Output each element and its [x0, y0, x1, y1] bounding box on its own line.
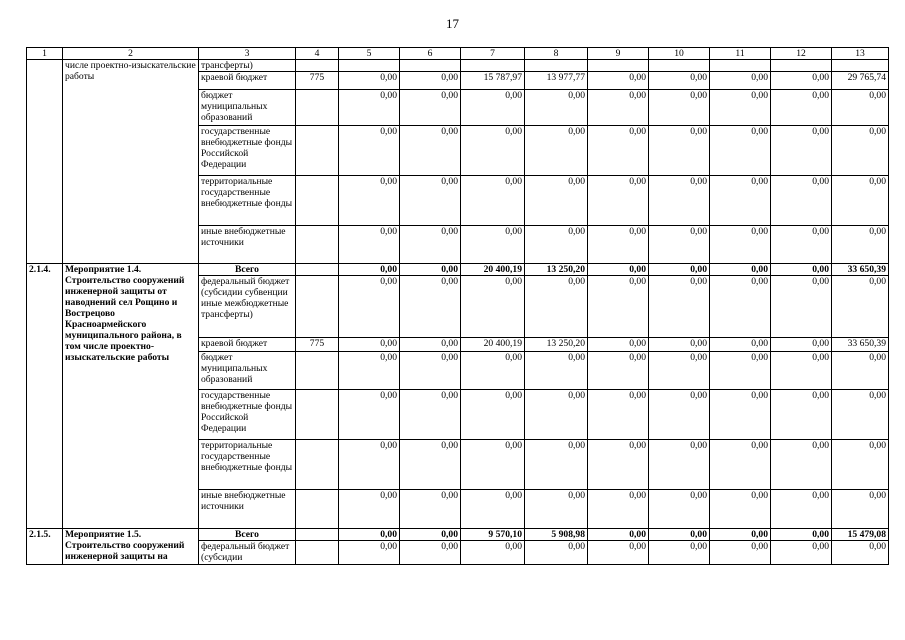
- column-header: 7: [461, 48, 525, 60]
- amount-cell: 0,00: [710, 541, 771, 565]
- amount-cell: 20 400,19: [461, 264, 525, 276]
- amount-cell: 0,00: [771, 176, 832, 226]
- amount-cell: 0,00: [461, 390, 525, 440]
- amount-cell: 5 908,98: [525, 529, 588, 541]
- amount-cell: 0,00: [771, 352, 832, 390]
- amount-cell: 0,00: [400, 90, 461, 126]
- amount-cell: 13 977,77: [525, 72, 588, 90]
- amount-cell: 0,00: [339, 529, 400, 541]
- amount-cell: 0,00: [339, 72, 400, 90]
- amount-cell: 0,00: [588, 226, 649, 264]
- amount-cell: 0,00: [832, 176, 889, 226]
- column-header: 10: [649, 48, 710, 60]
- amount-cell: 0,00: [525, 352, 588, 390]
- amount-cell: 0,00: [649, 529, 710, 541]
- amount-cell: 29 765,74: [832, 72, 889, 90]
- funding-source: государственные внебюджетные фонды Российской Федерации: [199, 390, 296, 440]
- amount-cell: 0,00: [832, 226, 889, 264]
- budget-code: [296, 529, 339, 541]
- table-header: [27, 48, 889, 60]
- item-index: [27, 60, 63, 264]
- amount-cell: 0,00: [400, 264, 461, 276]
- amount-cell: 0,00: [832, 490, 889, 529]
- funding-source: краевой бюджет: [199, 338, 296, 352]
- funding-source: бюджет муниципальных образований: [199, 352, 296, 390]
- amount-cell: 0,00: [588, 338, 649, 352]
- budget-code: [296, 176, 339, 226]
- budget-code: [296, 276, 339, 338]
- budget-table: [26, 47, 889, 565]
- amount-cell: 0,00: [339, 390, 400, 440]
- amount-cell: [832, 60, 889, 72]
- amount-cell: 0,00: [588, 529, 649, 541]
- amount-cell: 0,00: [400, 72, 461, 90]
- funding-source: иные внебюджетные источники: [199, 490, 296, 529]
- amount-cell: 0,00: [771, 126, 832, 176]
- amount-cell: 0,00: [400, 176, 461, 226]
- amount-cell: 0,00: [771, 338, 832, 352]
- amount-cell: 0,00: [339, 541, 400, 565]
- amount-cell: [771, 60, 832, 72]
- amount-cell: 0,00: [461, 352, 525, 390]
- amount-cell: 0,00: [588, 440, 649, 490]
- funding-source: бюджет муниципальных образований: [199, 90, 296, 126]
- amount-cell: 0,00: [461, 226, 525, 264]
- amount-cell: 0,00: [400, 440, 461, 490]
- amount-cell: 0,00: [461, 276, 525, 338]
- amount-cell: 0,00: [771, 541, 832, 565]
- amount-cell: 0,00: [588, 264, 649, 276]
- amount-cell: 0,00: [525, 390, 588, 440]
- amount-cell: 0,00: [710, 529, 771, 541]
- amount-cell: 0,00: [400, 390, 461, 440]
- amount-cell: 0,00: [400, 226, 461, 264]
- amount-cell: 0,00: [649, 338, 710, 352]
- funding-source: федеральный бюджет (субсидии субвенции иные межбюджетные трансферты): [199, 276, 296, 338]
- amount-cell: 0,00: [710, 264, 771, 276]
- amount-cell: 0,00: [339, 264, 400, 276]
- amount-cell: 0,00: [588, 90, 649, 126]
- amount-cell: [588, 60, 649, 72]
- amount-cell: 0,00: [710, 390, 771, 440]
- amount-cell: [649, 60, 710, 72]
- amount-cell: 0,00: [832, 126, 889, 176]
- amount-cell: 0,00: [710, 440, 771, 490]
- amount-cell: 0,00: [710, 90, 771, 126]
- budget-code: [296, 90, 339, 126]
- amount-cell: 0,00: [771, 264, 832, 276]
- table-row-total: [27, 529, 889, 541]
- funding-source: Всего: [199, 264, 296, 276]
- amount-cell: 0,00: [588, 541, 649, 565]
- column-number-row: [27, 48, 889, 60]
- column-header: 3: [199, 48, 296, 60]
- amount-cell: 0,00: [771, 276, 832, 338]
- budget-code: [296, 126, 339, 176]
- budget-code: 775: [296, 72, 339, 90]
- funding-source: иные внебюджетные источники: [199, 226, 296, 264]
- funding-source: трансферты): [199, 60, 296, 72]
- amount-cell: [339, 60, 400, 72]
- amount-cell: 0,00: [400, 276, 461, 338]
- item-name: Мероприятие 1.5. Строительство сооружений инженерной защиты на: [63, 529, 199, 565]
- funding-source: федеральный бюджет (субсидии: [199, 541, 296, 565]
- amount-cell: 0,00: [461, 126, 525, 176]
- amount-cell: 0,00: [832, 352, 889, 390]
- amount-cell: 0,00: [339, 276, 400, 338]
- amount-cell: 0,00: [400, 338, 461, 352]
- amount-cell: [710, 60, 771, 72]
- amount-cell: 0,00: [771, 226, 832, 264]
- amount-cell: 0,00: [649, 90, 710, 126]
- amount-cell: 0,00: [710, 126, 771, 176]
- item-name: числе проектно-изыскательские работы: [63, 60, 199, 264]
- column-header: 5: [339, 48, 400, 60]
- table-row: [27, 60, 889, 72]
- amount-cell: 0,00: [339, 90, 400, 126]
- amount-cell: 0,00: [649, 126, 710, 176]
- amount-cell: 0,00: [649, 226, 710, 264]
- funding-source: территориальные государственные внебюджетные фонды: [199, 440, 296, 490]
- amount-cell: 33 650,39: [832, 338, 889, 352]
- column-header: 11: [710, 48, 771, 60]
- amount-cell: 0,00: [649, 541, 710, 565]
- amount-cell: 0,00: [771, 529, 832, 541]
- table-row-total: [27, 264, 889, 276]
- budget-code: 775: [296, 338, 339, 352]
- amount-cell: 0,00: [832, 541, 889, 565]
- amount-cell: 0,00: [710, 490, 771, 529]
- amount-cell: 0,00: [649, 176, 710, 226]
- column-header: 6: [400, 48, 461, 60]
- amount-cell: 0,00: [339, 440, 400, 490]
- amount-cell: 13 250,20: [525, 338, 588, 352]
- column-header: 1: [27, 48, 63, 60]
- budget-code: [296, 440, 339, 490]
- item-index: 2.1.4.: [27, 264, 63, 529]
- amount-cell: 0,00: [339, 490, 400, 529]
- amount-cell: 0,00: [649, 276, 710, 338]
- amount-cell: 0,00: [525, 541, 588, 565]
- amount-cell: 0,00: [771, 90, 832, 126]
- amount-cell: 0,00: [832, 90, 889, 126]
- page-number: 17: [446, 16, 459, 31]
- amount-cell: 0,00: [461, 440, 525, 490]
- table-body: [27, 60, 889, 565]
- amount-cell: 0,00: [588, 176, 649, 226]
- budget-code: [296, 390, 339, 440]
- budget-code: [296, 60, 339, 72]
- budget-code: [296, 490, 339, 529]
- amount-cell: 0,00: [710, 72, 771, 90]
- column-header: 2: [63, 48, 199, 60]
- amount-cell: 0,00: [525, 440, 588, 490]
- amount-cell: 0,00: [588, 390, 649, 440]
- amount-cell: 0,00: [525, 176, 588, 226]
- column-header: 4: [296, 48, 339, 60]
- amount-cell: 0,00: [400, 352, 461, 390]
- column-header: 12: [771, 48, 832, 60]
- amount-cell: 0,00: [525, 226, 588, 264]
- amount-cell: 0,00: [649, 490, 710, 529]
- amount-cell: 0,00: [710, 176, 771, 226]
- amount-cell: 0,00: [649, 352, 710, 390]
- amount-cell: 0,00: [461, 90, 525, 126]
- amount-cell: 0,00: [832, 390, 889, 440]
- funding-source: краевой бюджет: [199, 72, 296, 90]
- amount-cell: 0,00: [649, 264, 710, 276]
- amount-cell: 0,00: [339, 176, 400, 226]
- amount-cell: 0,00: [525, 490, 588, 529]
- amount-cell: 0,00: [525, 90, 588, 126]
- column-header: 8: [525, 48, 588, 60]
- funding-source: государственные внебюджетные фонды Российской Федерации: [199, 126, 296, 176]
- amount-cell: 0,00: [461, 176, 525, 226]
- amount-cell: 0,00: [400, 126, 461, 176]
- amount-cell: 0,00: [339, 226, 400, 264]
- amount-cell: 0,00: [649, 440, 710, 490]
- amount-cell: 0,00: [588, 126, 649, 176]
- amount-cell: 0,00: [710, 338, 771, 352]
- item-name: Мероприятие 1.4. Строительство сооружений инженерной защиты от наводнений сел Рощино и Вострецово Красноармейского муниципального района, в том числе проектно-изыскательские работы: [63, 264, 199, 529]
- amount-cell: 0,00: [771, 490, 832, 529]
- amount-cell: 0,00: [339, 352, 400, 390]
- amount-cell: 0,00: [588, 352, 649, 390]
- amount-cell: 0,00: [525, 126, 588, 176]
- amount-cell: 0,00: [588, 72, 649, 90]
- item-index: 2.1.5.: [27, 529, 63, 565]
- amount-cell: 0,00: [710, 276, 771, 338]
- amount-cell: 0,00: [649, 390, 710, 440]
- funding-source: территориальные государственные внебюджетные фонды: [199, 176, 296, 226]
- amount-cell: 15 479,08: [832, 529, 889, 541]
- amount-cell: 0,00: [710, 226, 771, 264]
- budget-code: [296, 264, 339, 276]
- amount-cell: 0,00: [461, 490, 525, 529]
- column-header: 9: [588, 48, 649, 60]
- amount-cell: 20 400,19: [461, 338, 525, 352]
- amount-cell: 0,00: [771, 440, 832, 490]
- amount-cell: 9 570,10: [461, 529, 525, 541]
- amount-cell: 0,00: [339, 338, 400, 352]
- amount-cell: 0,00: [710, 352, 771, 390]
- amount-cell: 0,00: [649, 72, 710, 90]
- amount-cell: 0,00: [832, 440, 889, 490]
- amount-cell: 15 787,97: [461, 72, 525, 90]
- amount-cell: 0,00: [771, 390, 832, 440]
- amount-cell: 0,00: [832, 276, 889, 338]
- amount-cell: [525, 60, 588, 72]
- amount-cell: 13 250,20: [525, 264, 588, 276]
- amount-cell: 33 650,39: [832, 264, 889, 276]
- amount-cell: 0,00: [400, 490, 461, 529]
- amount-cell: 0,00: [400, 541, 461, 565]
- amount-cell: 0,00: [400, 529, 461, 541]
- funding-source: Всего: [199, 529, 296, 541]
- amount-cell: 0,00: [339, 126, 400, 176]
- column-header: 13: [832, 48, 889, 60]
- budget-code: [296, 352, 339, 390]
- amount-cell: 0,00: [771, 72, 832, 90]
- amount-cell: 0,00: [525, 276, 588, 338]
- amount-cell: 0,00: [588, 490, 649, 529]
- amount-cell: 0,00: [588, 276, 649, 338]
- amount-cell: 0,00: [461, 541, 525, 565]
- amount-cell: [461, 60, 525, 72]
- budget-code: [296, 541, 339, 565]
- budget-code: [296, 226, 339, 264]
- amount-cell: [400, 60, 461, 72]
